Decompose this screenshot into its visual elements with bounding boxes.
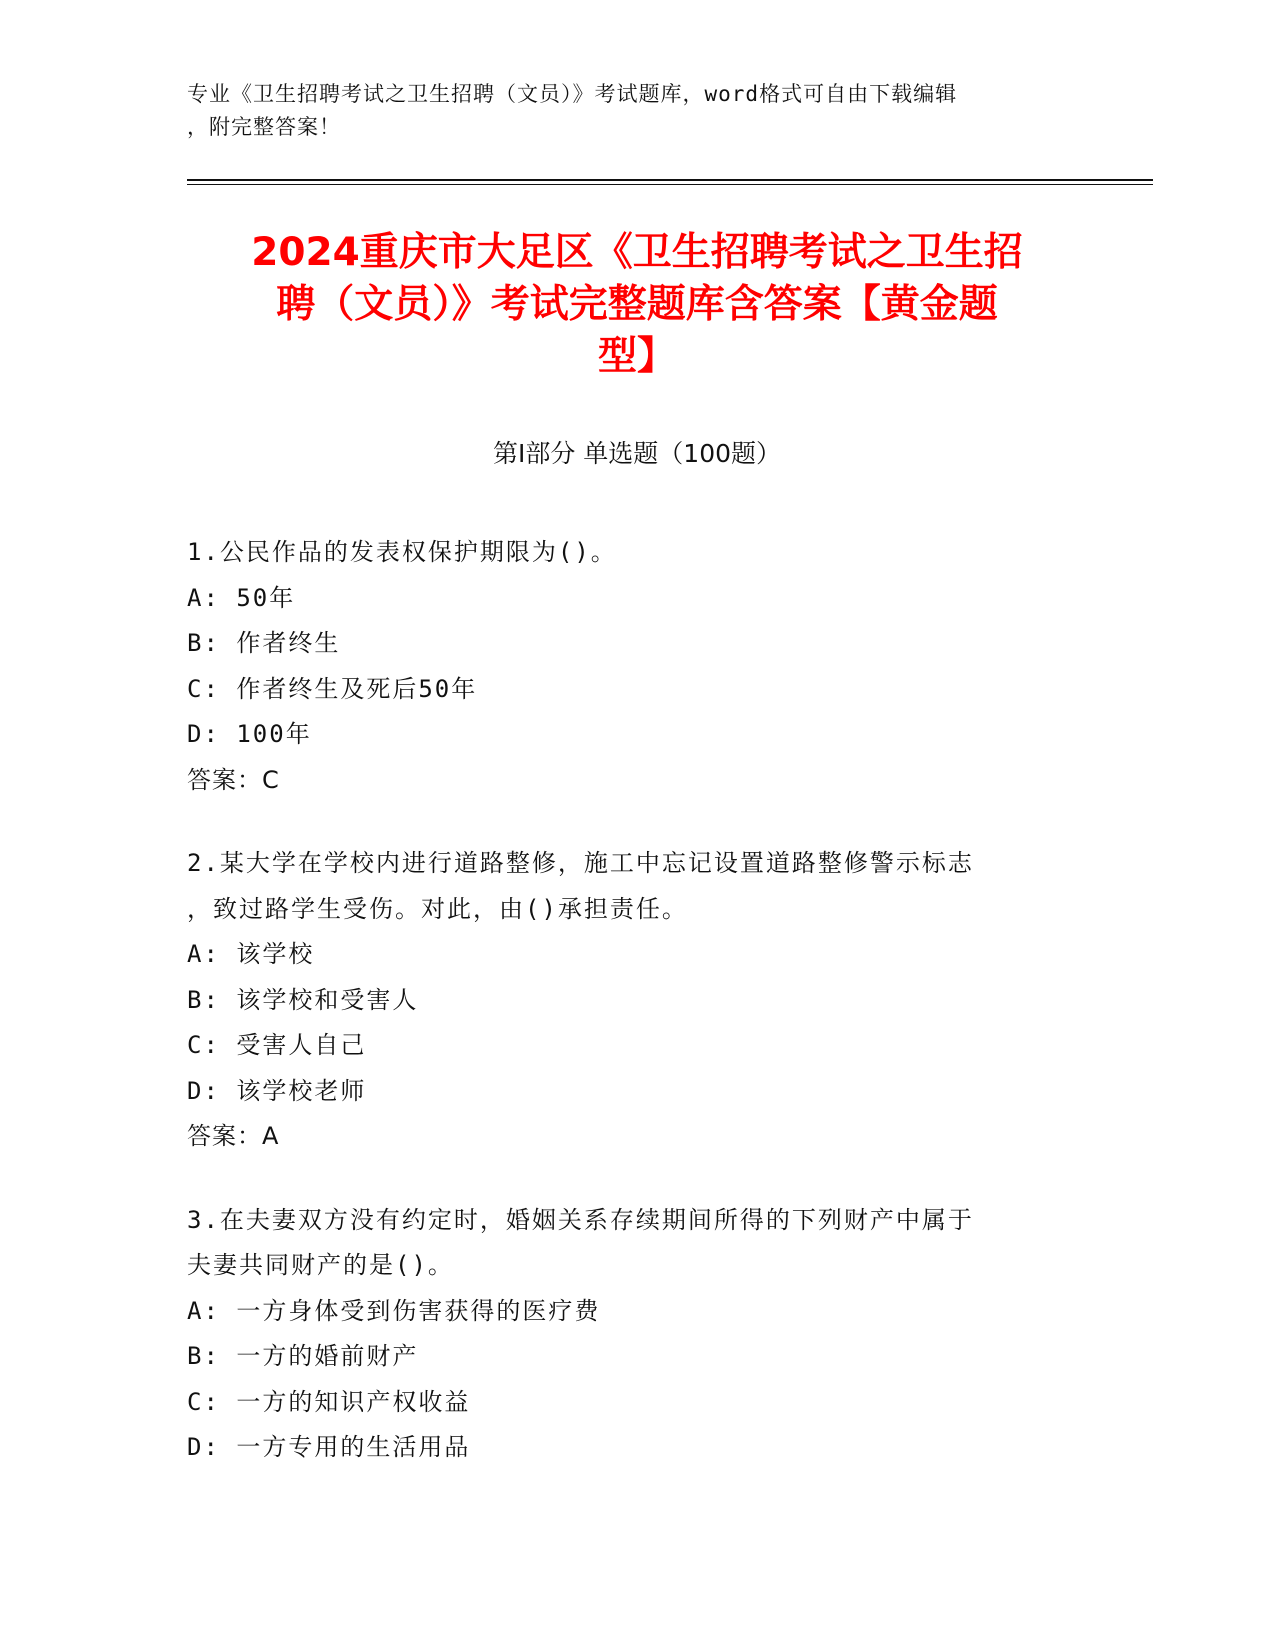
question-2 [187, 841, 1067, 1160]
option-d: D: 一方专用的生活用品 [187, 1433, 471, 1461]
option-c: C: 受害人自己 [187, 1031, 367, 1059]
document-title [187, 227, 1087, 383]
header-note [187, 78, 1067, 144]
question-3 [187, 1198, 1067, 1471]
question-stem: 3.在夫妻双方没有约定时，婚姻关系存续期间所得的下列财产中属于 [187, 1205, 974, 1234]
title-line-3: 型】 [597, 334, 676, 379]
option-a: A: 一方身体受到伤害获得的医疗费 [187, 1296, 601, 1325]
option-b: B: 该学校和受害人 [187, 985, 419, 1014]
option-a: A: 该学校 [187, 940, 315, 968]
question-stem: 1.公民作品的发表权保护期限为()。 [187, 538, 617, 566]
option-c: C: 一方的知识产权收益 [187, 1387, 471, 1416]
option-c: C: 作者终生及死后50年 [187, 674, 478, 703]
header-rule-thick [187, 179, 1153, 181]
question-list [187, 530, 1067, 1509]
question-stem: 2.某大学在学校内进行道路整修，施工中忘记设置道路整修警示标志 [187, 849, 974, 877]
option-b: B: 一方的婚前财产 [187, 1342, 419, 1370]
option-a: A: 50年 [187, 583, 296, 612]
answer: 答案：A [187, 1122, 280, 1150]
question-1 [187, 530, 1067, 803]
option-d: D: 100年 [187, 720, 312, 748]
header-rule-thin [187, 184, 1153, 185]
title-line-1: 2024重庆市大足区《卫生招聘考试之卫生招 [251, 230, 1023, 275]
answer: 答案：C [187, 765, 280, 794]
header-note-line-2: ，附完整答案！ [187, 115, 341, 139]
question-stem-continued: 夫妻共同财产的是()。 [187, 1251, 454, 1279]
option-b: B: 作者终生 [187, 629, 341, 657]
title-line-2: 聘（文员）》考试完整题库含答案【黄金题 [276, 282, 998, 327]
section-heading: 第Ⅰ部分 单选题（100题） [492, 439, 782, 468]
question-stem-continued: ，致过路学生受伤。对此，由()承担责任。 [187, 894, 688, 923]
header-note-line-1: 专业《卫生招聘考试之卫生招聘（文员）》考试题库，word格式可自由下载编辑 [187, 82, 958, 106]
option-d: D: 该学校老师 [187, 1076, 367, 1105]
